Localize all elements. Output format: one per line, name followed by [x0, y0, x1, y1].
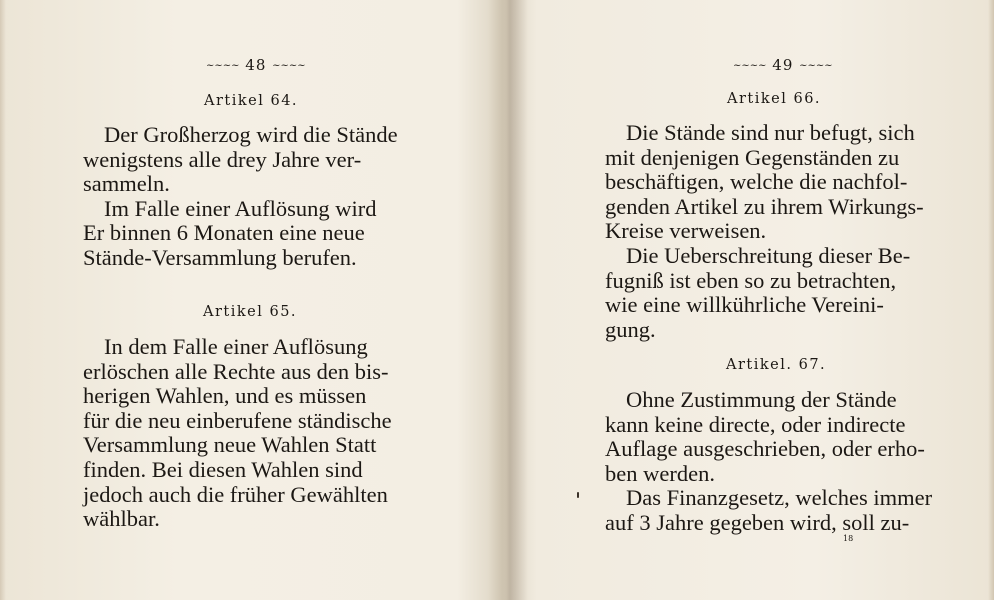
article-65-heading: Artikel 65.	[203, 304, 298, 320]
text-line: Er binnen 6 Monaten eine neue	[83, 220, 365, 246]
text-line: In dem Falle einer Auflösung	[104, 334, 368, 359]
text-line: Versammlung neue Wahlen Statt	[83, 432, 377, 458]
ink-speck	[577, 492, 579, 498]
text-line: genden Artikel zu ihrem Wirkungs-	[605, 193, 924, 219]
text-line: Stände-Versammlung berufen.	[83, 244, 357, 270]
text-line: mit denjenigen Gegenständen zu	[605, 144, 900, 170]
text-line: wählbar.	[83, 506, 160, 532]
text-line: herigen Wahlen, und es müssen	[83, 383, 367, 409]
article-67-text	[605, 388, 932, 536]
text-line: Kreise verweisen.	[605, 218, 767, 244]
text-line: jedoch auch die früher Gewählten	[83, 481, 388, 507]
article-65-text	[83, 335, 392, 532]
text-line: erlöschen alle Rechte aus den bis-	[83, 358, 389, 384]
signature-mark: 18	[843, 534, 854, 543]
article-66-text	[605, 121, 924, 342]
article-67-heading: Artikel. 67.	[726, 357, 827, 373]
article-64-text	[83, 123, 398, 271]
header-ornament-right: ~~~~	[272, 60, 306, 72]
text-line: für die neu einberufene ständische	[83, 407, 392, 433]
text-line: gung.	[605, 316, 656, 342]
header-ornament-left: ~~~~	[206, 60, 240, 72]
page-number-48: 48	[245, 56, 267, 74]
text-line: auf 3 Jahre gegeben wird, soll zu-	[605, 509, 910, 535]
left-page-header	[206, 56, 306, 74]
text-line: finden. Bei diesen Wahlen sind	[83, 456, 363, 482]
page-number-49: 49	[772, 56, 794, 74]
text-line: fugniß ist eben so zu betrachten,	[605, 267, 897, 293]
text-line: Das Finanzgesetz, welches immer	[626, 485, 933, 511]
text-line: Der Großherzog wird die Stände	[104, 122, 398, 147]
text-line: wie eine willkührliche Vereini-	[605, 292, 884, 318]
article-64-heading: Artikel 64.	[204, 93, 299, 109]
text-line: wenigstens alle drey Jahre ver-	[83, 146, 362, 172]
right-page-header	[733, 56, 833, 74]
right-page	[515, 0, 994, 600]
text-line: sammeln.	[83, 171, 170, 197]
text-line: kann keine directe, oder indirecte	[605, 411, 906, 437]
header-ornament-right: ~~~~	[799, 60, 833, 72]
text-line: Ohne Zustimmung der Stände	[626, 387, 897, 412]
text-line: Die Ueberschreitung dieser Be-	[626, 242, 911, 268]
text-line: beschäftigen, welche die nachfol-	[605, 169, 908, 195]
text-line: Im Falle einer Auflösung wird	[104, 195, 377, 221]
header-ornament-left: ~~~~	[733, 60, 767, 72]
text-line: Die Stände sind nur befugt, sich	[626, 120, 915, 145]
article-66-heading: Artikel 66.	[727, 91, 822, 107]
text-line: Auflage ausgeschrieben, oder erho-	[605, 436, 925, 462]
text-line: ben werden.	[605, 460, 715, 486]
